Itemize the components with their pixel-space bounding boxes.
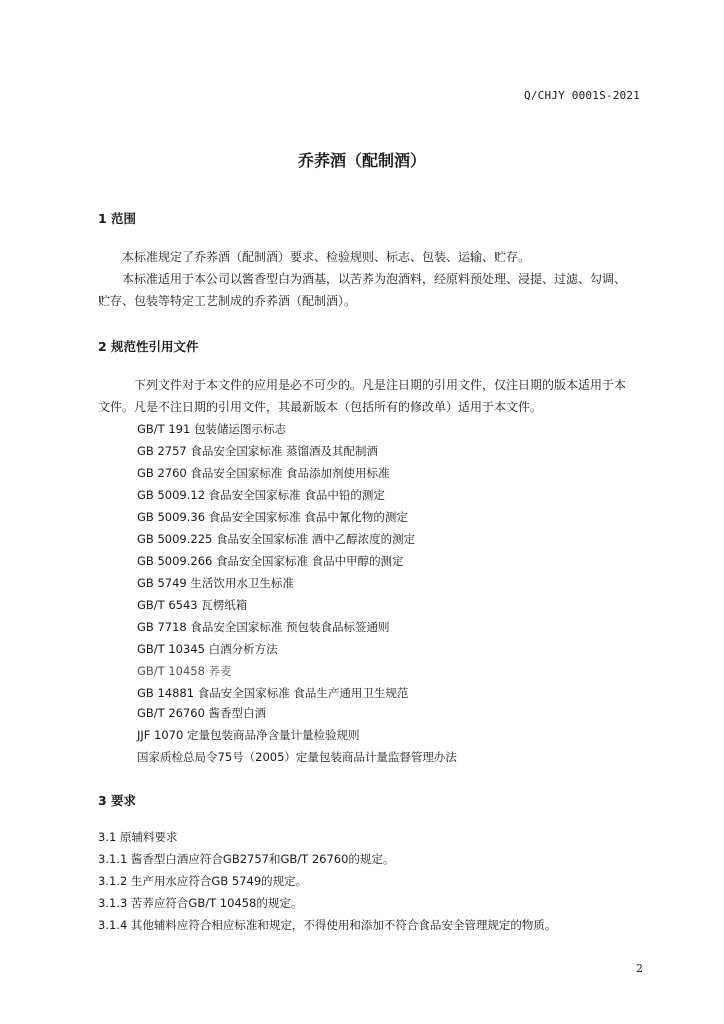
reference-item: GB 5749 生活饮用水卫生标准 [137,576,294,590]
section-2-heading: 2 规范性引用文件 [98,339,199,354]
section-3-heading: 3 要求 [98,793,137,808]
reference-item: GB/T 10458 荞麦 [137,664,232,678]
reference-item: GB/T 10345 白酒分析方法 [137,642,278,656]
section-1-heading: 1 范围 [98,211,137,226]
standard-code: Q/CHJY 0001S-2021 [524,89,640,102]
reference-item: GB 14881 食品安全国家标准 食品生产通用卫生规范 [137,686,409,700]
page-number: 2 [636,962,643,975]
reference-item: GB 5009.225 食品安全国家标准 酒中乙醇浓度的测定 [137,532,416,546]
document-title: 乔荞酒（配制酒） [297,151,426,170]
reference-item: GB 2760 食品安全国家标准 食品添加剂使用标准 [137,466,390,480]
requirement-item: 3.1.1 酱香型白酒应符合GB2757和GB/T 26760的规定。 [98,852,395,866]
requirement-item: 3.1.2 生产用水应符合GB 5749的规定。 [98,874,308,888]
reference-item: GB 2757 食品安全国家标准 蒸馏酒及其配制酒 [137,444,379,458]
references-intro-line-2: 文件。凡是不注日期的引用文件，其最新版本（包括所有的修改单）适用于本文件。 [98,400,543,414]
references-intro-line-1: 下列文件对于本文件的应用是必不可少的。凡是注日期的引用文件，仅注日期的版本适用于本 [134,378,627,392]
scope-paragraph-2-line-1: 本标准适用于本公司以酱香型白为酒基，以苦荞为泡酒料，经原料预处理、浸提、过滤、勾调、 [122,272,627,286]
scope-paragraph-2-line-2: 贮存、包装等特定工艺制成的乔荞酒（配制酒）。 [98,294,357,308]
requirement-item: 3.1.3 苦荞应符合GB/T 10458的规定。 [98,896,303,910]
reference-item: GB/T 6543 瓦楞纸箱 [137,598,248,612]
reference-item: GB/T 26760 酱香型白酒 [137,706,267,720]
requirement-item: 3.1.4 其他辅料应符合相应标准和规定，不得使用和添加不符合食品安全管理规定的物质。 [98,918,557,932]
reference-item: JJF 1070 定量包装商品净含量计量检验规则 [137,728,360,742]
scope-paragraph-1: 本标准规定了乔荞酒（配制酒）要求、检验规则、标志、包装、运输、贮存。 [122,250,531,264]
reference-item: GB 7718 食品安全国家标准 预包装食品标签通则 [137,620,390,634]
reference-item: GB 5009.36 食品安全国家标准 食品中氰化物的测定 [137,510,408,524]
subsection-3-1-heading: 3.1 原辅料要求 [98,830,178,844]
reference-item: GB/T 191 包装储运图示标志 [137,422,286,436]
reference-item: GB 5009.12 食品安全国家标准 食品中铅的测定 [137,488,385,502]
reference-item: 国家质检总局令75号（2005）定量包装商品计量监督管理办法 [137,750,457,764]
reference-item: GB 5009.266 食品安全国家标准 食品中甲醇的测定 [137,554,404,568]
